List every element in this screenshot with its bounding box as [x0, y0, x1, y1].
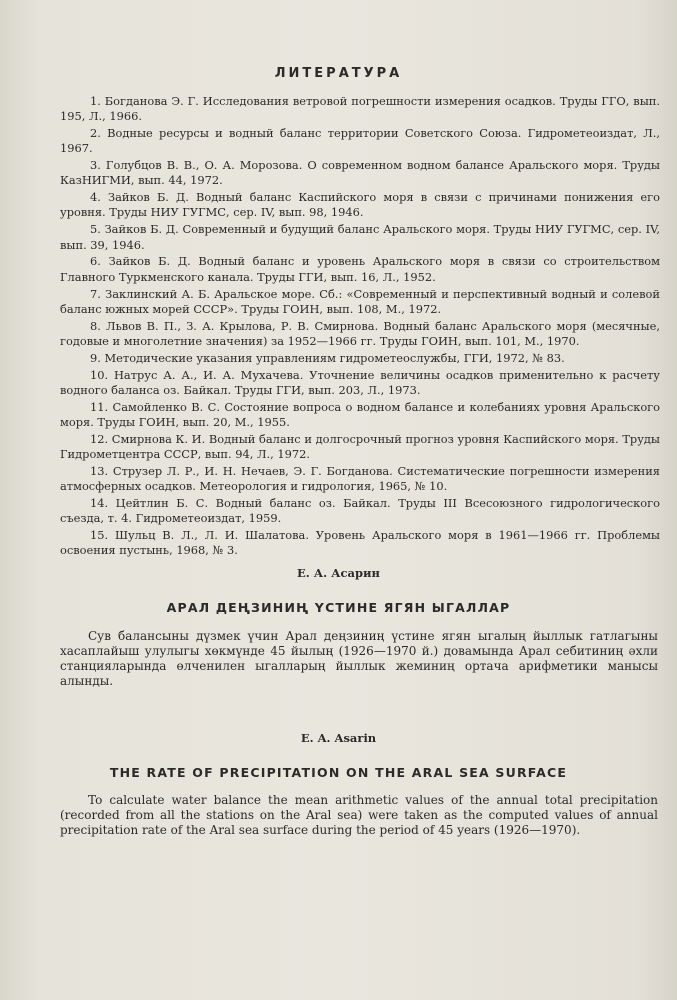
uzbek-summary-title: АРАЛ ДЕҢЗИНИҢ ҮСТИНЕ ЯГЯН ЫГАЛЛАР	[166, 600, 511, 615]
reference-item: 15. Шульц В. Л., Л. И. Шалатова. Уровень Аральского моря в 1961—1966 гг. Проблемы освоения пустынь, 1968, № 3.	[60, 528, 660, 558]
uzbek-summary-text: Сув балансыны дүзмек үчин Арал деңзиниң үстине ягян ыгалың йыллык гатлагыны хасаплайыш улулыгы хөкмүнде 45 йылың (1926—1970 й.) довамында Арал себитиниң әхли станцияларында өлченилен ыгалларың йыллык жеминиң ортача арифметики манысы алынды.	[60, 629, 658, 688]
reference-item: 3. Голубцов В. В., О. А. Морозова. О современном водном балансе Аральского моря. Труды КазНИГМИ, вып. 44, 1972.	[60, 158, 660, 188]
reference-item: 4. Зайков Б. Д. Водный баланс Каспийского моря в связи с причинами понижения его уровня. Труды НИУ ГУГМС, сер. IV, вып. 98, 1946.	[60, 190, 660, 220]
english-summary-text: To calculate water balance the mean arithmetic values of the annual total precipitation (recorded from all the stations on the Aral sea) were taken as the computed values of annual precipitation rate of the Aral sea surface during the period of 45 years (1926—1970).	[60, 793, 658, 837]
reference-item: 7. Заклинский А. Б. Аральское море. Сб.: «Современный и перспективный водный и солевой баланс южных морей СССР». Труды ГОИН, вып. 108, М., 1972.	[60, 286, 660, 316]
reference-item: 11. Самойленко В. С. Состояние вопроса о водном балансе и колебаниях уровня Аральского моря. Труды ГОИН, вып. 20, М., 1955.	[60, 399, 660, 429]
reference-item: 12. Смирнова К. И. Водный баланс и долгосрочный прогноз уровня Каспийского моря. Труды Гидрометцентра СССР, вып. 94, Л., 1972.	[60, 431, 660, 462]
reference-item: 6. Зайков Б. Д. Водный баланс и уровень Аральского моря в связи со строительством Главного Туркменского канала. Труды ГГИ, вып. 16, Л., 1952.	[60, 254, 660, 284]
reference-item: 14. Цейтлин Б. С. Водный баланс оз. Байкал. Труды III Всесоюзного гидрологического съезда, т. 4. Гидрометеоиздат, 1959.	[60, 496, 660, 526]
reference-list	[60, 94, 660, 560]
english-summary-title: THE RATE OF PRECIPITATION ON THE ARAL SEA SURFACE	[109, 765, 568, 780]
uzbek-summary-author: Е. А. Асарин	[297, 566, 380, 580]
reference-item: 8. Львов В. П., З. А. Крылова, Р. В. Смирнова. Водный баланс Аральского моря (месячные, годовые и многолетние значения) за 1952—1966 гг. Труды ГОИН, вып. 101, М., 1970.	[60, 318, 660, 348]
english-summary-author: E. A. Asarin	[300, 731, 377, 745]
reference-item: 5. Зайков Б. Д. Современный и будущий баланс Аральского моря. Труды НИУ ГУГМС, сер. IV, вып. 39, 1946.	[60, 222, 660, 252]
reference-item: 10. Натрус А. А., И. А. Мухачева. Уточнение величины осадков применительно к расчету водного баланса оз. Байкал. Труды ГГИ, вып. 203, Л., 1973.	[60, 367, 660, 397]
reference-item: 13. Струзер Л. Р., И. Н. Нечаев, Э. Г. Богданова. Систематические погрешности измерения атмосферных осадков. Метеорология и гидрология, 1965, № 10.	[60, 463, 660, 494]
reference-item: 1. Богданова Э. Г. Исследования ветровой погрешности измерения осадков. Труды ГГО, вып. 195, Л., 1966.	[60, 94, 660, 124]
reference-item: 2. Водные ресурсы и водный баланс территории Советского Союза. Гидрометеоиздат, Л., 1967.	[60, 126, 660, 156]
reference-item: 9. Методические указания управлениям гидрометеослужбы, ГГИ, 1972, № 83.	[90, 350, 565, 365]
literature-heading: ЛИТЕРАТУРА	[274, 66, 403, 81]
